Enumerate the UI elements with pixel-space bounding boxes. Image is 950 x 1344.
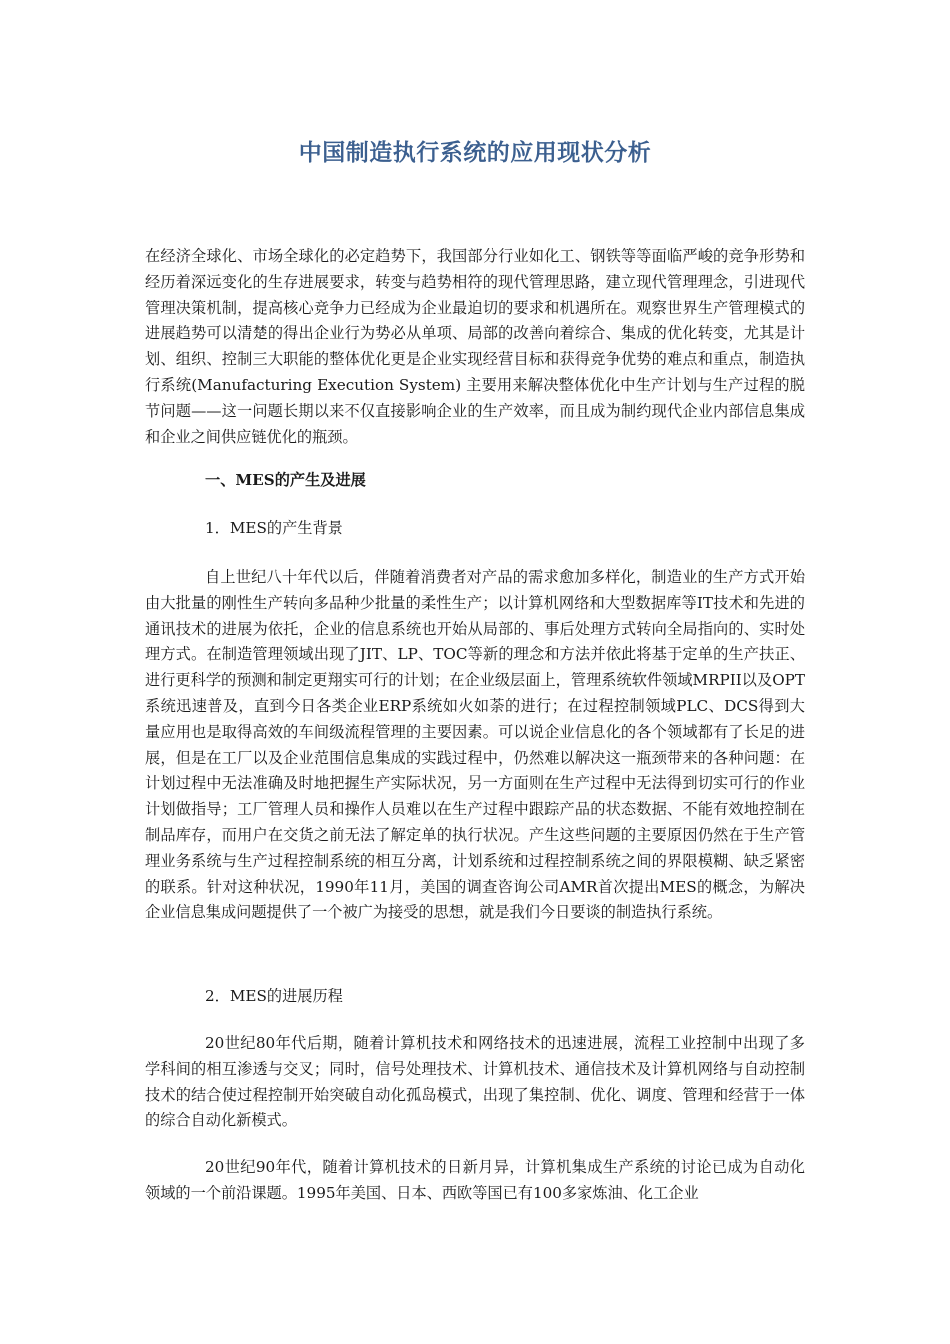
subsection-1-paragraph: 自上世纪八十年代以后，伴随着消费者对产品的需求愈加多样化，制造业的生产方式开始由大批量的刚性生产转向多品种少批量的柔性生产；以计算机网络和大型数据库等IT技术和先进的通讯技术的进展为依托，企业的信息系统也开始从局部的、事后处理方式转向全局指向的、实时处理方式。在制造管理领域出现了JIT、LP、TOC等新的理念和方法并依此将基于定单的生产扶正、进行更科学的预测和制定更翔实可行的计划；在企业级层面上，管理系统软件领域MRPII以及OPT系统迅速普及，直到今日各类企业ERP系统如火如荼的进行；在过程控制领域PLC、DCS得到大量应用也是取得高效的车间级流程管理的主要因素。可以说企业信息化的各个领域都有了长足的进展，但是在工厂以及企业范围信息集成的实践过程中，仍然难以解决这一瓶颈带来的各种问题：在计划过程中无法准确及时地把握生产实际状况，另一方面则在生产过程中无法得到切实可行的作业计划做指导；工厂管理人员和操作人员难以在生产过程中跟踪产品的状态数据、不能有效地控制在制品库存，而用户在交货之前无法了解定单的执行状况。产生这些问题的主要原因仍然在于生产管理业务系统与生产过程控制系统的相互分离，计划系统和过程控制系统之间的界限模糊、缺乏紧密的联系。针对这种状况，1990年11月，美国的调查咨询公司AMR首次提出MES的概念，为解决企业信息集成问题提供了一个被广为接受的思想，就是我们今日要谈的制造执行系统。 xyxy=(145,568,805,922)
subsection-2-paragraph-1: 20世纪80年代后期，随着计算机技术和网络技术的迅速进展，流程工业控制中出现了多学科间的相互渗透与交叉；同时，信号处理技术、计算机技术、通信技术及计算机网络与自动控制技术的结合使过程控制开始突破自动化孤岛模式，出现了集控制、优化、调度、管理和经营于一体的综合自动化新模式。 xyxy=(145,1034,805,1130)
section-heading-1: 一、MES的产生及进展 xyxy=(205,471,366,489)
subsection-2-paragraph-2: 20世纪90年代，随着计算机技术的日新月异，计算机集成生产系统的讨论已成为自动化领域的一个前沿课题。1995年美国、日本、西欧等国已有100多家炼油、化工企业 xyxy=(145,1158,805,1202)
intro-paragraph: 在经济全球化、市场全球化的必定趋势下，我国部分行业如化工、钢铁等等面临严峻的竞争形势和经历着深远变化的生存进展要求，转变与趋势相符的现代管理思路，建立现代管理理念，引进现代管理决策机制，提高核心竞争力已经成为企业最迫切的要求和机遇所在。观察世界生产管理模式的进展趋势可以清楚的得出企业行为势必从单项、局部的改善向着综合、集成的优化转变，尤其是计划、组织、控制三大职能的整体优化更是企业实现经营目标和获得竞争优势的难点和重点，制造执行系统(Manufacturing Execution System) 主要用来解决整体优化中生产计划与生产过程的脱节问题——这一问题长期以来不仅直接影响企业的生产效率，而且成为制约现代企业内部信息集成和企业之间供应链优化的瓶颈。 xyxy=(145,247,805,446)
document-title: 中国制造执行系统的应用现状分析 xyxy=(298,139,652,166)
subsection-heading-2: 2．MES的进展历程 xyxy=(205,987,343,1005)
subsection-heading-1: 1．MES的产生背景 xyxy=(205,519,343,537)
